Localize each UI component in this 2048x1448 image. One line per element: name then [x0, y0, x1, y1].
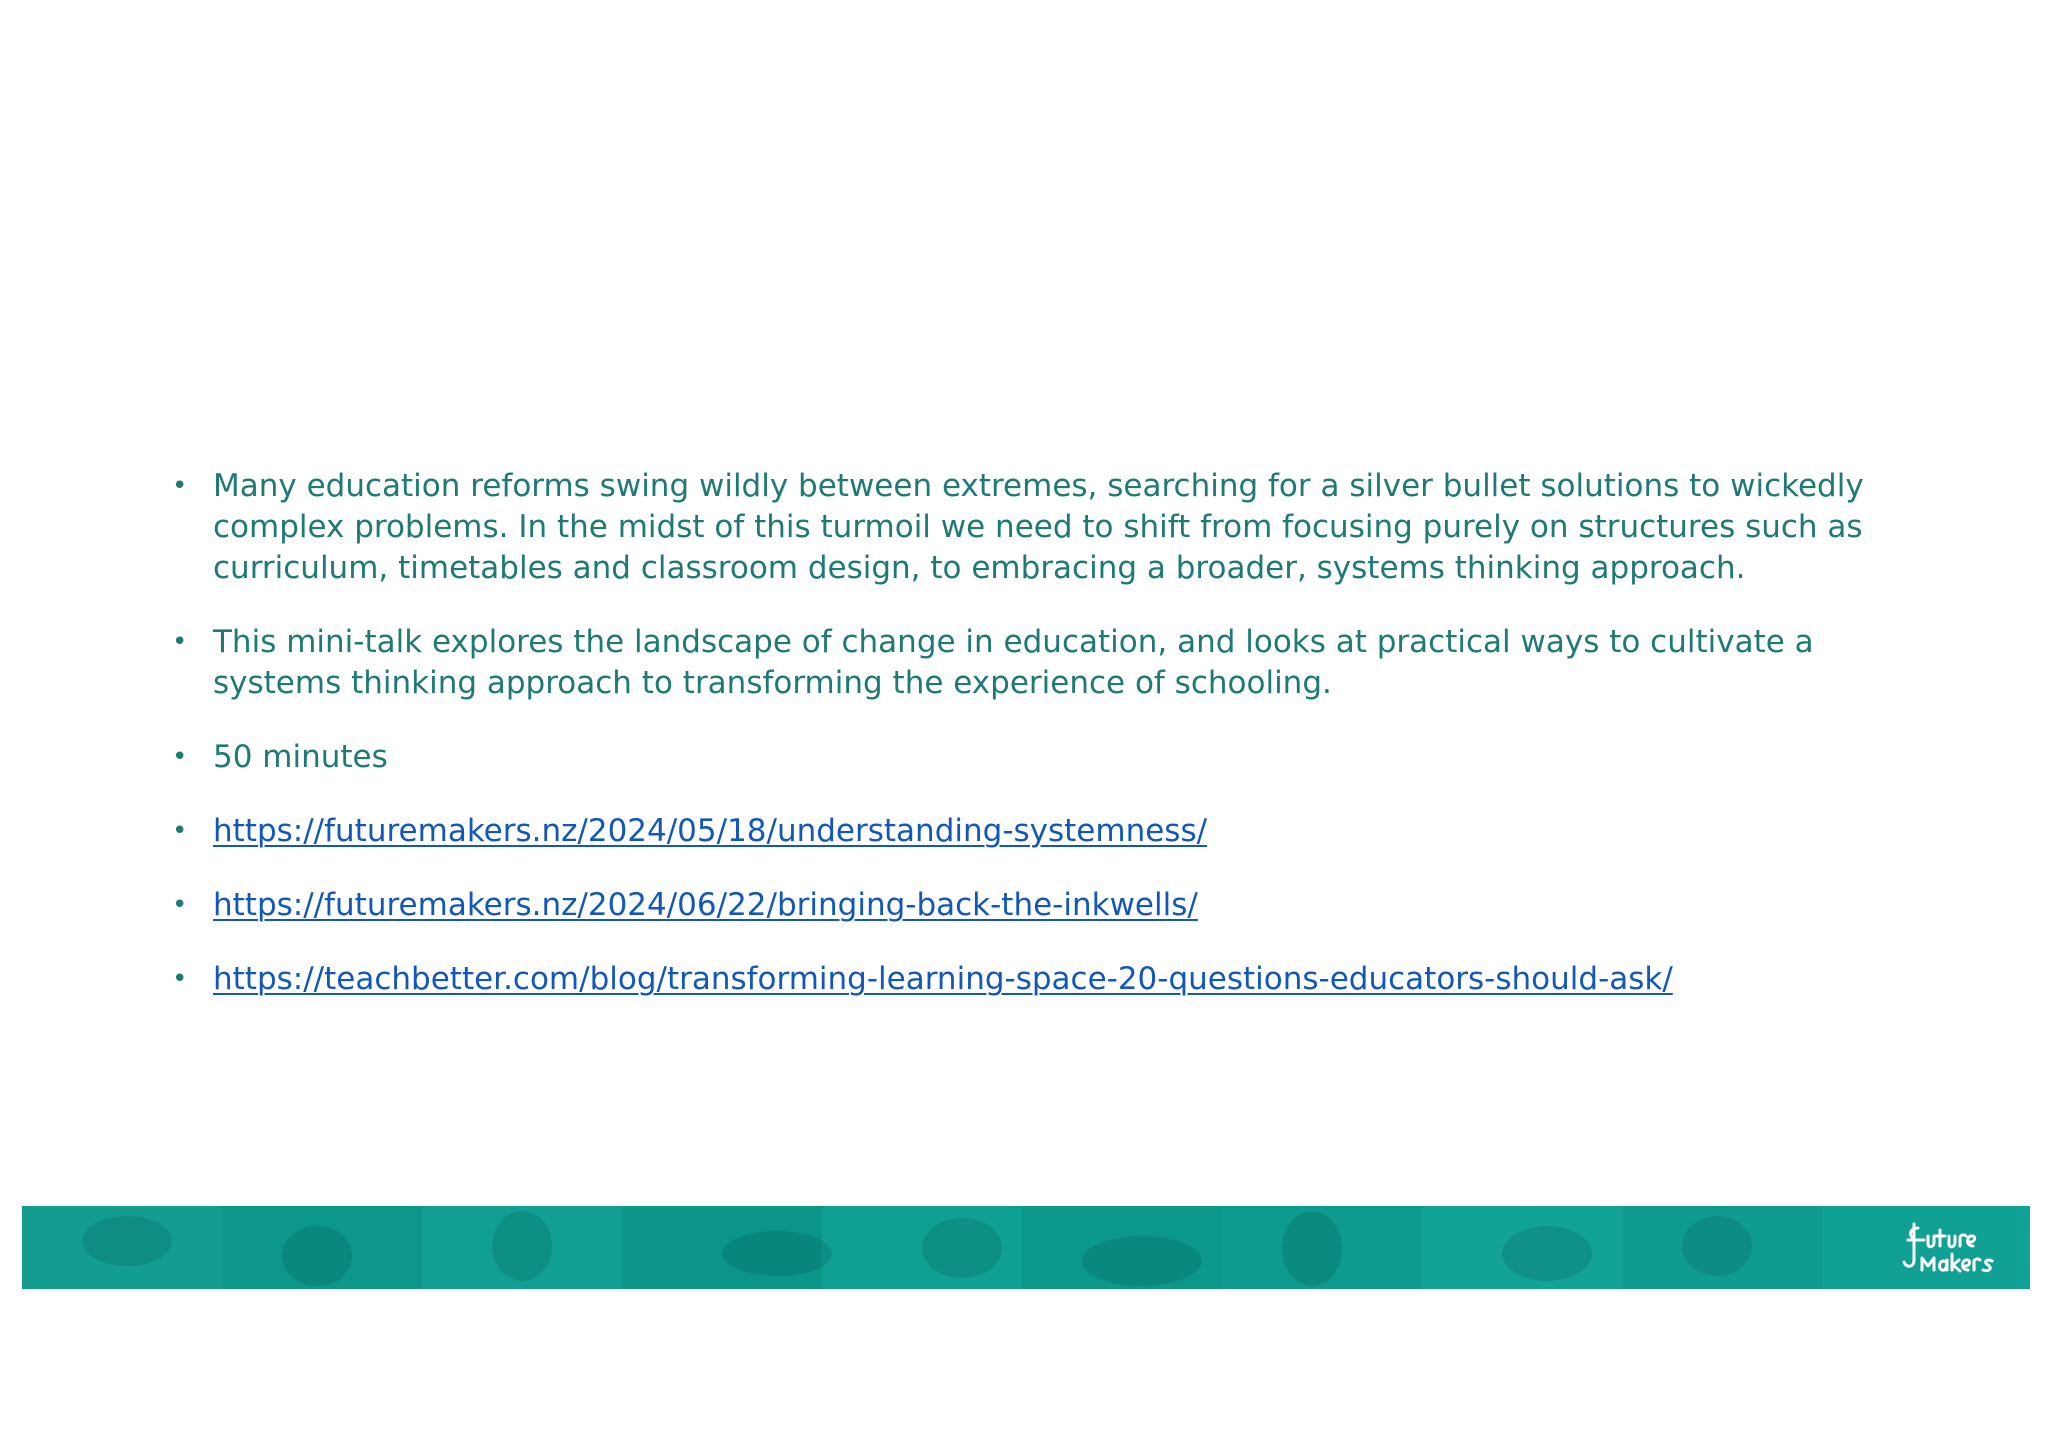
bullet-item	[170, 885, 1870, 926]
bullet-icon: •	[172, 742, 188, 772]
futuremakers-logo	[1900, 1214, 2000, 1284]
banner-photo-shape	[1282, 1211, 1342, 1286]
bullet-item	[170, 811, 1870, 852]
bullet-text: 50 minutes	[213, 739, 388, 775]
footer-banner	[22, 1206, 2030, 1289]
banner-photo-shape	[1682, 1216, 1752, 1276]
link-teachbetter-learning-space[interactable]: https://teachbetter.com/blog/transforming-learning-space-20-questions-educators-should-ask/	[213, 961, 1673, 997]
bullet-item	[170, 622, 1870, 704]
bullet-item	[170, 959, 1870, 1000]
bullet-icon: •	[172, 627, 188, 657]
banner-photo-shape	[492, 1211, 552, 1281]
bullet-item	[170, 737, 1870, 778]
bullet-item	[170, 466, 1870, 589]
banner-photo-shape	[1502, 1226, 1592, 1281]
banner-photo-shape	[722, 1231, 832, 1276]
banner-photo-shape	[82, 1216, 172, 1266]
bullet-list	[170, 466, 1870, 1033]
bullet-text: Many education reforms swing wildly between extremes, searching for a silver bullet solutions to wickedly complex problems. In the midst of this turmoil we need to shift from focusing purely on structures such as curriculum, timetables and classroom design, to embracing a broader, systems thinking approach.	[213, 468, 1864, 586]
banner-photo-shape	[1082, 1236, 1202, 1286]
bullet-icon: •	[172, 964, 188, 994]
bullet-icon: •	[172, 816, 188, 846]
bullet-icon: •	[172, 471, 188, 501]
banner-photo-shape	[282, 1226, 352, 1286]
link-understanding-systemness[interactable]: https://futuremakers.nz/2024/05/18/understanding-systemness/	[213, 813, 1208, 849]
banner-photo-shape	[922, 1218, 1002, 1278]
link-bringing-back-the-inkwells[interactable]: https://futuremakers.nz/2024/06/22/bringing-back-the-inkwells/	[213, 887, 1198, 923]
bullet-icon: •	[172, 890, 188, 920]
bullet-text: This mini-talk explores the landscape of change in education, and looks at practical ways to cultivate a systems thinking approach to transforming the experience of schooling.	[213, 624, 1814, 701]
